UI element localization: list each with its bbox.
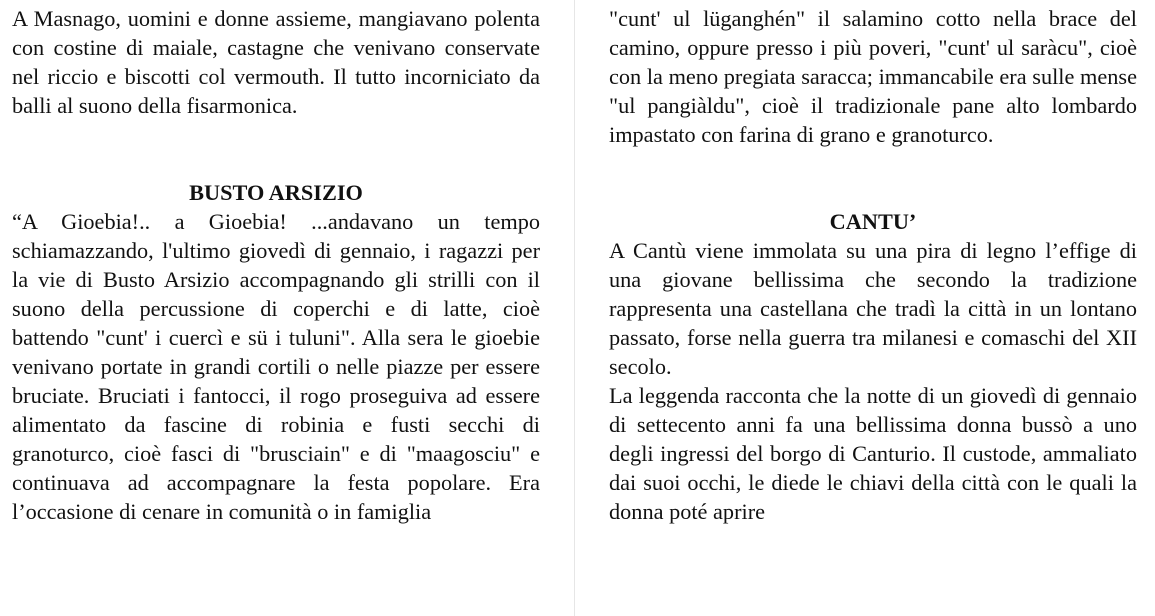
left-page	[0, 0, 574, 616]
masnago-paragraph: A Masnago, uomini e donne assieme, mangiavano polenta con costine di maiale, castagne che venivano conservate nel riccio e biscotti col vermouth. Il tutto incorniciato da balli al suono della fisarmonica.	[12, 6, 540, 118]
page-divider	[574, 0, 575, 616]
section-spacer	[609, 149, 1137, 207]
busto-arsizio-heading: BUSTO ARSIZIO	[189, 180, 363, 205]
left-column	[12, 4, 540, 526]
busto-arsizio-paragraph: “A Gioebia!.. a Gioebia! ...andavano un tempo schiamazzando, l'ultimo giovedì di gennaio, i ragazzi per la vie di Busto Arsizio accompagnando gli strilli con il suono della percussione di coperchi e di latte, cioè battendo "cunt' i cuercì e sü i tuluni". Alla sera le gioebie venivano portate in grandi cortili o nelle piazze per essere bruciate. Bruciati i fantocci, il rogo proseguiva ad essere alimentato da fascine di robinia e fusti secchi di granoturco, cioè fasci di "brusciain" e di "maagosciu" e continuava ad accompagnare la festa popolare. Era l’occasione di cenare in comunità o in famiglia	[12, 209, 540, 524]
section-spacer	[12, 120, 540, 178]
right-column	[609, 4, 1137, 526]
cantu-paragraph-1: A Cantù viene immolata su una pira di legno l’effige di una giovane bellissima che secondo la tradizione rappresenta una castellana che tradì la città in un lontano passato, forse nella guerra tra milanesi e comaschi del XII secolo.	[609, 238, 1137, 379]
continuation-paragraph: "cunt' ul lüganghén" il salamino cotto nella brace del camino, oppure presso i più poveri, "cunt' ul saràcu", cioè con la meno pregiata saracca; immancabile era sulle mense "ul pangiàldu", cioè il tradizionale pane alto lombardo impastato con farina di grano e granoturco.	[609, 6, 1137, 147]
right-page	[576, 0, 1155, 616]
cantu-paragraph-2: La leggenda racconta che la notte di un giovedì di gennaio di settecento anni fa una bellissima donna bussò a uno degli ingressi del borgo di Canturio. Il custode, ammaliato dai suoi occhi, le diede le chiavi della città con le quali la donna poté aprire	[609, 383, 1137, 524]
cantu-heading: CANTU’	[829, 209, 917, 234]
